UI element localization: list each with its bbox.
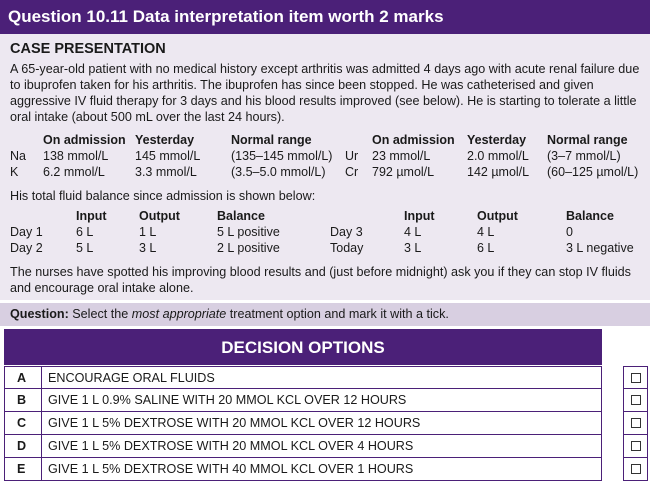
option-letter: A: [5, 367, 42, 388]
lab-cell: 2.0 mmol/L: [467, 149, 529, 163]
fluid-cell: 0: [566, 225, 573, 239]
option-letter: D: [5, 435, 42, 457]
fluid-cell: 2 L positive: [217, 241, 280, 255]
option-letter: E: [5, 458, 42, 480]
fluid-header-cell: Input: [76, 209, 107, 223]
tick-cell-b[interactable]: [623, 389, 648, 412]
option-letter: B: [5, 389, 42, 411]
tick-cell-e[interactable]: [623, 458, 648, 481]
tick-checkbox-d[interactable]: [631, 441, 641, 451]
option-text: GIVE 1 L 5% DEXTROSE WITH 20 MMOL KCL OVER 12 HOURS: [48, 416, 421, 430]
fluid-header-row: [10, 208, 640, 224]
lab-header-cell: Normal range: [231, 133, 312, 147]
fluid-cell: 6 L: [76, 225, 94, 239]
lab-header-row: [10, 132, 638, 148]
lab-cell: Ur: [345, 149, 359, 163]
tick-checkbox-e[interactable]: [631, 464, 641, 474]
lab-cell: 6.2 mmol/L: [43, 165, 105, 179]
fluid-header-cell: [330, 208, 404, 224]
option-text: GIVE 1 L 5% DEXTROSE WITH 40 MMOL KCL OVER 1 HOURS: [48, 462, 414, 476]
option-a: [4, 366, 602, 389]
lab-header-cell: On admission: [372, 133, 455, 147]
lab-cell: (60–125 µmol/L): [547, 165, 639, 179]
lab-header-cell: Yesterday: [467, 133, 527, 147]
fluid-header-cell: Output: [139, 209, 180, 223]
fluid-cell: 3 L negative: [566, 241, 634, 255]
lab-header-cell: [10, 132, 43, 148]
fluid-balance-table: [10, 208, 640, 256]
tick-checkbox-c[interactable]: [631, 418, 641, 428]
fluid-header-cell: Output: [477, 209, 518, 223]
lab-header-cell: [345, 132, 372, 148]
lab-results-table: [10, 132, 638, 180]
lab-cell: 138 mmol/L: [43, 149, 109, 163]
fluid-cell: 3 L: [139, 241, 157, 255]
lab-cell: 3.3 mmol/L: [135, 165, 197, 179]
question-title: Question 10.11 Data interpretation item worth 2 marks: [8, 7, 444, 26]
case-paragraph-2: The nurses have spotted his improving blood results and (just before midnight) ask you if they can stop IV fluids and encourage oral intake alone.: [10, 265, 631, 295]
lab-cell: Cr: [345, 165, 359, 179]
lab-cell: 145 mmol/L: [135, 149, 201, 163]
fluid-cell: 3 L: [404, 241, 422, 255]
fluid-header-cell: Balance: [217, 209, 265, 223]
option-letter: C: [5, 412, 42, 434]
option-text: ENCOURAGE ORAL FLUIDS: [48, 370, 215, 385]
case-paragraph-1: A 65-year-old patient with no medical history except arthritis was admitted 4 days ago with acute renal failure due to ibuprofen taken for his arthritis. The ibuprofen has since been stopped. He was catheterised and given aggressive IV fluid therapy for 3 days and his blood results improved (see below). He is starting to tolerate a little oral intake (about 500 mL over the last 24 hours).: [10, 62, 640, 124]
option-text: GIVE 1 L 0.9% SALINE WITH 20 MMOL KCL OVER 12 HOURS: [48, 393, 407, 407]
lab-cell: 792 µmol/L: [372, 165, 435, 179]
fluid-intro: His total fluid balance since admission is shown below:: [10, 189, 316, 203]
decision-options-list: [4, 366, 602, 481]
fluid-cell: 4 L: [404, 225, 422, 239]
tick-checkbox-b[interactable]: [631, 395, 641, 405]
lab-row: [10, 148, 638, 164]
option-e: [4, 458, 602, 481]
case-presentation: [0, 34, 650, 300]
option-c: [4, 412, 602, 435]
fluid-cell: Day 3: [330, 225, 363, 239]
fluid-header-cell: Balance: [566, 209, 614, 223]
lab-header-cell: Yesterday: [135, 133, 195, 147]
fluid-header-cell: [10, 208, 76, 224]
tick-checkbox-a[interactable]: [631, 373, 641, 383]
lab-cell: K: [10, 165, 19, 179]
question-text-after: treatment option and mark it with a tick.: [226, 307, 449, 321]
lab-cell: (3–7 mmol/L): [547, 149, 621, 163]
fluid-cell: 6 L: [477, 241, 495, 255]
question-bar: [0, 303, 650, 326]
lab-cell: Na: [10, 149, 26, 163]
decision-options-title: DECISION OPTIONS: [221, 338, 385, 357]
question-text-before: Select the: [68, 307, 132, 321]
fluid-row: [10, 240, 640, 256]
fluid-cell: 5 L positive: [217, 225, 280, 239]
lab-row: [10, 164, 638, 180]
tick-cell-a[interactable]: [623, 366, 648, 389]
lab-cell: (3.5–5.0 mmol/L): [231, 165, 326, 179]
option-text: GIVE 1 L 5% DEXTROSE WITH 20 MMOL KCL OVER 4 HOURS: [48, 439, 414, 453]
lab-header-cell: On admission: [43, 133, 126, 147]
fluid-cell: Today: [330, 241, 364, 255]
tick-column: [623, 366, 648, 481]
question-header: [0, 0, 650, 34]
tick-cell-d[interactable]: [623, 435, 648, 458]
lab-header-cell: Normal range: [547, 133, 628, 147]
fluid-row: [10, 224, 640, 240]
fluid-cell: 1 L: [139, 225, 157, 239]
fluid-cell: 4 L: [477, 225, 495, 239]
question-label: Question:: [10, 307, 69, 321]
fluid-cell: Day 1: [10, 225, 43, 239]
fluid-header-cell: Input: [404, 209, 435, 223]
option-d: [4, 435, 602, 458]
question-emphasis: most appropriate: [131, 307, 227, 321]
option-b: [4, 389, 602, 412]
lab-cell: 142 µmol/L: [467, 165, 530, 179]
fluid-cell: Day 2: [10, 241, 43, 255]
lab-cell: (135–145 mmol/L): [231, 149, 333, 163]
case-title: CASE PRESENTATION: [10, 41, 166, 57]
lab-cell: 23 mmol/L: [372, 149, 431, 163]
tick-cell-c[interactable]: [623, 412, 648, 435]
decision-options-header: [4, 329, 602, 365]
fluid-cell: 5 L: [76, 241, 94, 255]
